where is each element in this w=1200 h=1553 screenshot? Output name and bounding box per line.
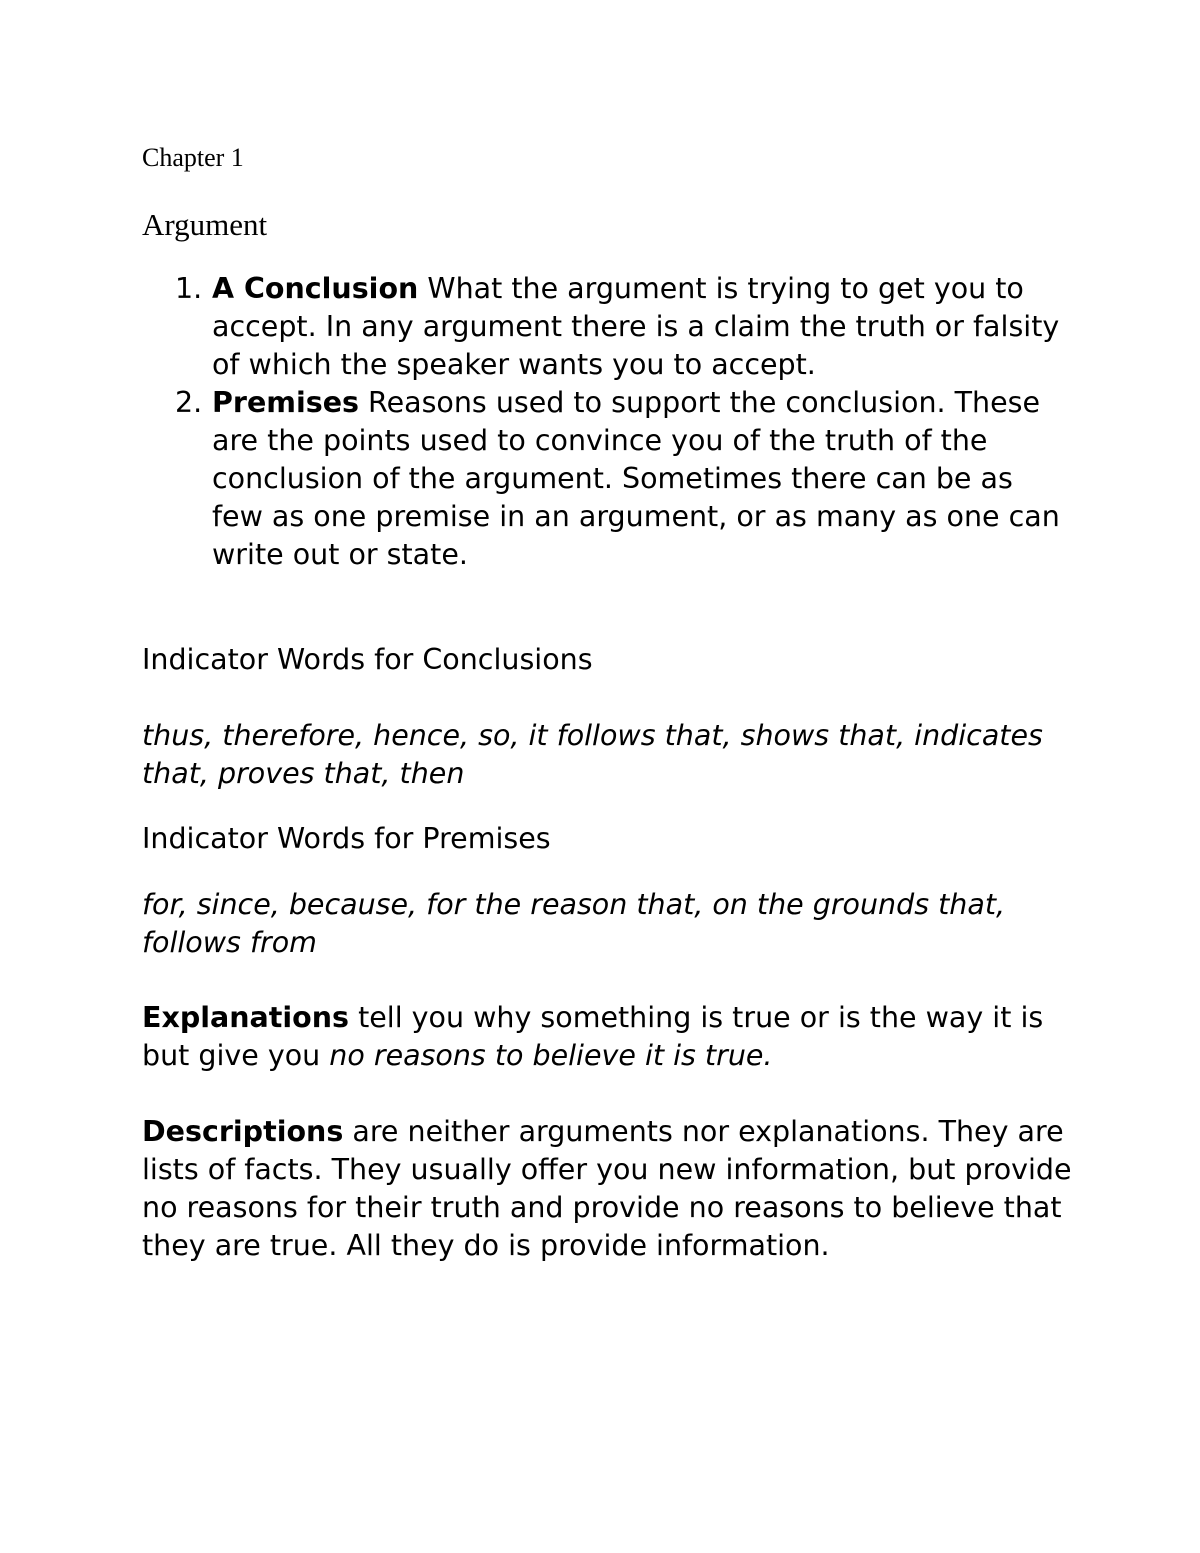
explanations-emphasis: no reasons to believe it is true.: [329, 1039, 773, 1072]
premises-term: Premises: [212, 386, 359, 419]
descriptions-text: are neither arguments nor explanations. They are lists of facts. They usually offer you new information, but provide no reasons for their truth and provide no reasons to believe that they are true. All they do is provide information.: [142, 1115, 1072, 1262]
argument-heading: Argument: [142, 207, 268, 242]
descriptions-paragraph: [142, 1113, 1072, 1265]
premise-indicator-words: for, since, because, for the reason that, on the grounds that, follows from: [142, 888, 1006, 959]
explanations-text: tell you why something is true or is the way it is but give you: [142, 1001, 1044, 1072]
conclusion-term: A Conclusion: [212, 272, 419, 305]
premise-indicators-heading: Indicator Words for Premises: [142, 822, 551, 855]
explanations-paragraph: [142, 999, 1072, 1075]
chapter-label: Chapter 1: [142, 143, 244, 172]
list-item-conclusion: [142, 270, 1072, 384]
descriptions-term: Descriptions: [142, 1115, 344, 1148]
list-item-premises: [142, 384, 1072, 574]
list-number: 2.: [175, 386, 203, 419]
explanations-term: Explanations: [142, 1001, 350, 1034]
conclusion-definition: What the argument is trying to get you to accept. In any argument there is a claim the truth or falsity of which the speaker wants you to accept.: [212, 272, 1060, 381]
conclusion-indicator-words: thus, therefore, hence, so, it follows that, shows that, indicates that, proves that, then: [142, 719, 1043, 790]
list-number: 1.: [175, 272, 203, 305]
argument-parts-list: [142, 270, 1072, 574]
premises-definition: Reasons used to support the conclusion. These are the points used to convince you of the truth of the conclusion of the argument. Sometimes there can be as few as one premise in an argument, or as many as one can write out or state.: [212, 386, 1060, 571]
conclusion-indicators-heading: Indicator Words for Conclusions: [142, 643, 593, 676]
